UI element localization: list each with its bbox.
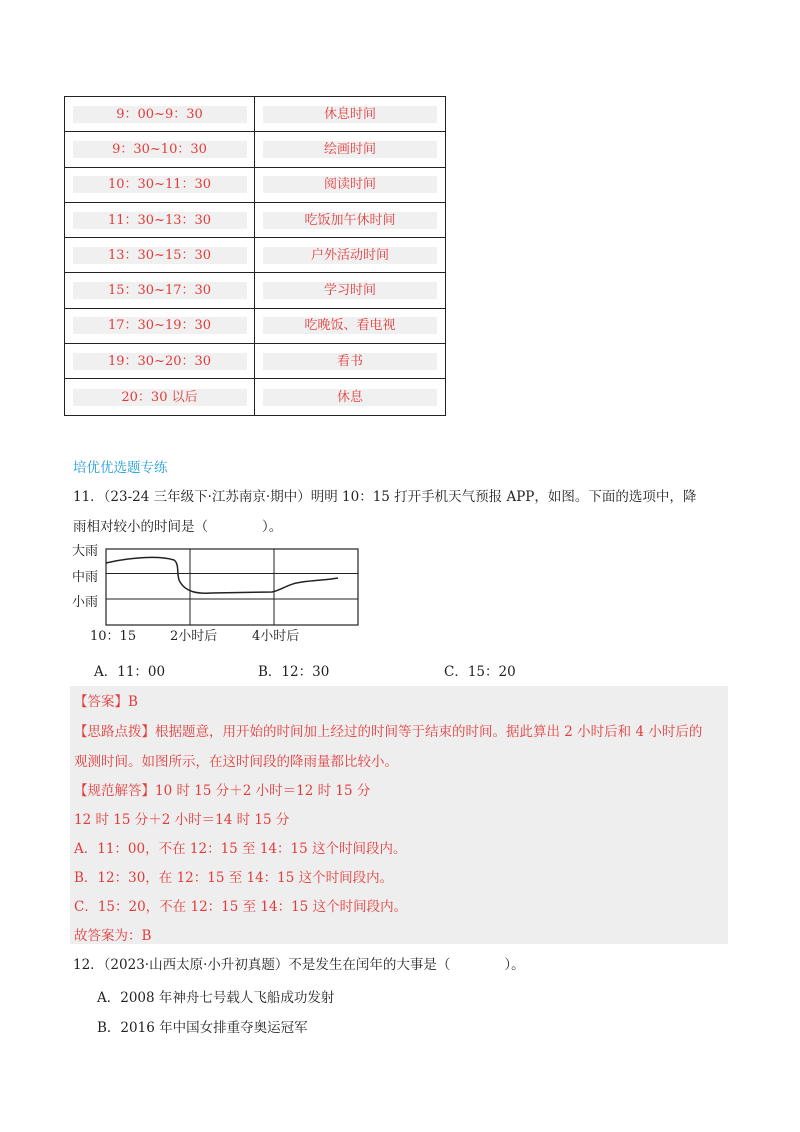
question-11-options — [94, 656, 694, 684]
solution-text-4: B．12：30，在 12：15 至 14：15 这个时间段内。 — [74, 870, 394, 886]
schedule-activity-cell — [255, 344, 445, 378]
schedule-row — [65, 168, 445, 203]
schedule-activity: 阅读时间 — [263, 176, 437, 193]
x-label-4h: 4小时后 — [252, 629, 300, 644]
question-11-line-1: 11．（23-24 三年级下·江苏南京·期中）明明 10：15 打开手机天气预报 APP，如图。下面的选项中，降 — [73, 489, 697, 505]
schedule-time-cell — [65, 273, 255, 307]
schedule-row — [65, 203, 445, 238]
x-label-start: 10：15 — [90, 629, 137, 644]
hint-text-1: 根据题意，用开始的时间加上经过的时间等于结束的时间。据此算出 2 小时后和 4 小时后的 — [155, 724, 703, 740]
schedule-activity-cell — [255, 168, 445, 202]
schedule-activity-cell — [255, 379, 445, 414]
schedule-time-cell — [65, 238, 255, 272]
schedule-activity: 吃晚饭、看电视 — [263, 317, 437, 334]
question-12-option-a[interactable]: A．2008 年神舟七号载人飞船成功发射 — [97, 990, 335, 1006]
schedule-activity: 绘画时间 — [263, 141, 437, 158]
solution-tag: 【规范解答】 — [74, 783, 155, 799]
question-12-option-b[interactable]: B．2016 年中国女排重夺奥运冠军 — [97, 1020, 308, 1036]
question-11-line-2: 雨相对较小的时间是（ ）。 — [73, 519, 283, 535]
schedule-activity-cell — [255, 97, 445, 131]
schedule-activity: 看书 — [263, 353, 437, 370]
y-label-medium: 中雨 — [72, 570, 99, 585]
schedule-time: 13：30~15：30 — [73, 247, 247, 264]
schedule-activity: 学习时间 — [263, 282, 437, 299]
schedule-time: 9：30~10：30 — [73, 141, 247, 158]
schedule-row — [65, 238, 445, 273]
schedule-time: 20：30 以后 — [73, 389, 247, 406]
schedule-activity-cell — [255, 238, 445, 272]
schedule-time-cell — [65, 168, 255, 202]
solution-text-1: 10 时 15 分＋2 小时＝12 时 15 分 — [155, 783, 371, 799]
solution-text-5: C．15：20，不在 12：15 至 14：15 这个时间段内。 — [74, 899, 408, 915]
schedule-activity: 休息 — [263, 389, 437, 406]
schedule-time: 15：30~17：30 — [73, 282, 247, 299]
rainfall-curve — [106, 557, 338, 593]
rain-chart — [72, 540, 372, 650]
answer-line — [74, 690, 138, 710]
y-label-heavy: 大雨 — [72, 544, 99, 559]
schedule-table — [64, 96, 446, 416]
section-title: 培优优选题专练 — [73, 460, 168, 476]
schedule-time: 9：00~9：30 — [73, 106, 247, 123]
schedule-row — [65, 132, 445, 167]
conclusion: 故答案为：B — [74, 928, 152, 944]
schedule-time: 19：30~20：30 — [73, 353, 247, 370]
schedule-row — [65, 273, 445, 308]
schedule-time: 11：30~13：30 — [73, 212, 247, 229]
schedule-time: 17：30~19：30 — [73, 317, 247, 334]
schedule-time-cell — [65, 344, 255, 378]
answer-tag: 【答案】 — [74, 694, 128, 710]
schedule-activity: 休息时间 — [263, 106, 437, 123]
question-11 — [73, 482, 733, 542]
option-a[interactable]: A．11：00 — [94, 664, 166, 680]
hint-tag: 【思路点拨】 — [74, 724, 155, 740]
schedule-activity-cell — [255, 273, 445, 307]
x-label-2h: 2小时后 — [170, 629, 218, 644]
schedule-row — [65, 309, 445, 344]
answer-value: B — [128, 694, 138, 710]
solution-text-3: A．11：00，不在 12：15 至 14：15 这个时间段内。 — [74, 841, 407, 857]
schedule-time-cell — [65, 97, 255, 131]
schedule-activity: 吃饭加午休时间 — [263, 212, 437, 229]
question-12 — [73, 950, 733, 980]
schedule-time-cell — [65, 379, 255, 414]
option-b[interactable]: B．12：30 — [258, 664, 330, 680]
rain-chart-svg — [72, 540, 372, 650]
schedule-time: 10：30~11：30 — [73, 176, 247, 193]
hint-text-2: 观测时间。如图所示，在这时间段的降雨量都比较小。 — [74, 754, 398, 770]
option-c[interactable]: C．15：20 — [444, 664, 516, 680]
schedule-row — [65, 97, 445, 132]
answer-box — [70, 686, 728, 944]
solution-line-1 — [74, 779, 370, 799]
hint-line-1 — [74, 720, 702, 740]
schedule-activity: 户外活动时间 — [263, 247, 437, 264]
schedule-time-cell — [65, 132, 255, 166]
schedule-row — [65, 344, 445, 379]
schedule-activity-cell — [255, 309, 445, 343]
question-12-stem: 12．（2023·山西太原·小升初真题）不是发生在闰年的大事是（ ）。 — [73, 957, 525, 973]
y-label-light: 小雨 — [72, 595, 99, 610]
schedule-row — [65, 379, 445, 414]
solution-text-2: 12 时 15 分＋2 小时＝14 时 15 分 — [74, 812, 290, 828]
schedule-activity-cell — [255, 132, 445, 166]
chart-frame — [106, 549, 358, 625]
schedule-time-cell — [65, 309, 255, 343]
schedule-activity-cell — [255, 203, 445, 237]
schedule-time-cell — [65, 203, 255, 237]
